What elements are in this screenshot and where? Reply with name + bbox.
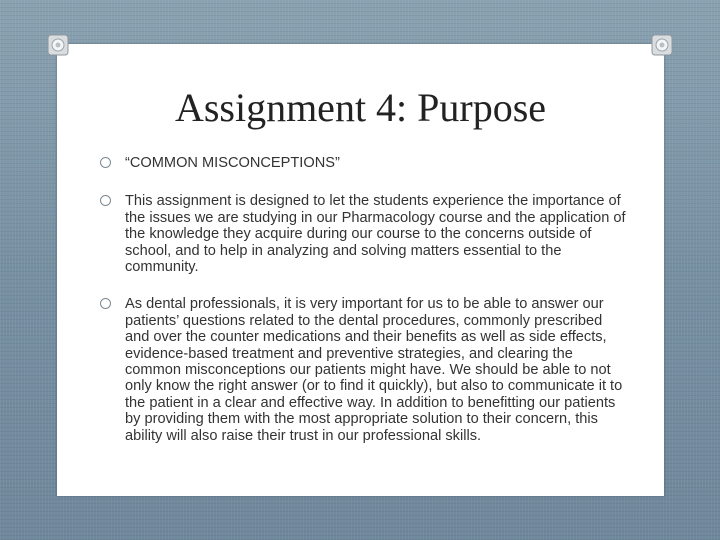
bullet-item <box>100 296 630 444</box>
slide-title: Assignment 4: Purpose <box>174 85 547 130</box>
bullet-text: As dental professionals, it is very important for us to be able to answer our patients’ questions related to the dental procedures, commonly prescribed and over the counter medications and their benefits as well as side effects, evidence-based treatment and preventive strategies, and clearing the common misconceptions our patients might have. We should be able to not only know the right answer (or to find it quickly), but also to communicate it to the patient in a clear and effective way. In addition to benefitting our patients by providing them with the most appropriate solution to their concern, this ability will also raise their trust in our professional skills. <box>125 296 623 444</box>
hollow-circle-bullet-icon <box>100 298 111 309</box>
bullet-list <box>100 155 630 444</box>
thumbtack-pin-icon <box>46 33 70 57</box>
hollow-circle-bullet-icon <box>100 195 111 206</box>
bullet-text: This assignment is designed to let the students experience the importance of the issues we are studying in our Pharmacology course and the application of the knowledge they acquire during our course to the concerns outside of school, and to help in analyzing and solving matters essential to the community. <box>125 193 626 276</box>
bullet-item <box>100 155 630 171</box>
hollow-circle-bullet-icon <box>100 157 111 168</box>
bullet-text: “COMMON MISCONCEPTIONS” <box>125 155 340 171</box>
thumbtack-pin-icon <box>650 33 674 57</box>
bullet-item <box>100 193 630 275</box>
